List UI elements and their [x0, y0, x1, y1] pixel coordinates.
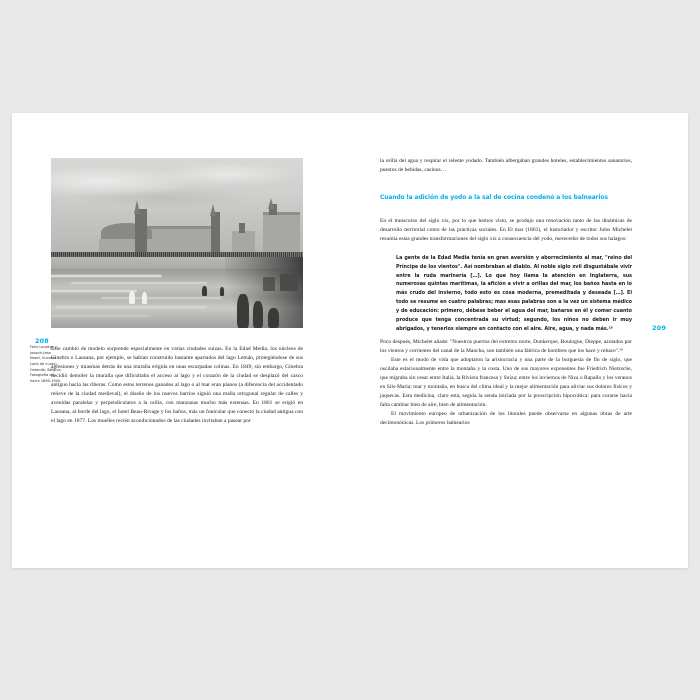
figure-caption: Felix Laureys y Joseph-Jean Naert, Kursaal (sala de curas), Ostende, Bélgica. Fotografía de hacia 1890-1900.	[30, 345, 62, 383]
right-page	[350, 113, 688, 568]
right-page-body-after	[380, 338, 632, 428]
beachgoer-figure	[253, 301, 263, 328]
paragraph: El movimiento europeo de urbanización de los litorales puede observarse en algunas obras de arte decimonónicas. Los primeros balnearios	[380, 410, 632, 426]
bather-figure	[129, 291, 135, 305]
page-number-left: 208	[35, 337, 49, 345]
beachgoer-figure	[237, 294, 248, 328]
block-quotation: La gente de la Edad Media tenía en gran aversión y aborrecimiento al mar, "reino del Príncipe de los vientos". Así nombraban al diablo. Al noble siglo xvii disgustábale vivir entre la ruda marinería […]. Lo que hoy llama la atención en Inglaterra, sus numerosas quintas marítimas, la afición a vivir a orillas del mar, los baños hasta en lo más crudo del invierno, todo esto es cosa moderna, premeditada y deseada […]. El todo se resume en cuatro palabras; mas esas palabras son a la vez un sistema médico y de educación: primero, débese beber el agua del mar, bañarse en él y comer cuanto produce que tenga concentrada su virtud; segundo, los niños no deben ir muy abrigados, y tenerlos siempre en contacto con el aire. Aire, agua, y nada más.¹⁸	[396, 255, 632, 332]
left-page	[12, 113, 350, 568]
book-spread	[12, 113, 688, 568]
bathing-machine	[280, 274, 298, 291]
bather-figure	[142, 292, 147, 304]
bathing-machine	[263, 277, 276, 291]
kursaal-building-skyline	[51, 199, 303, 260]
beachgoer-figure	[268, 308, 279, 328]
beach-photograph	[51, 158, 303, 328]
paragraph: En el transcurso del siglo xix, por lo que hemos visto, se produjo una renovación tanto de las dinámicas de desarrollo territorial como de las prácticas sociales. En El mar (1861), el historiador y escritor Jules Michelet resumía estas grandes transformaciones del siglo xix a consecuencia del yodo, merecedor de todos sus halagos:	[380, 218, 632, 242]
right-page-body-top	[380, 157, 632, 175]
page-number-right: 209	[652, 324, 666, 332]
bather-figure	[202, 286, 207, 296]
bather-figure	[220, 287, 224, 296]
left-page-body-text	[51, 345, 303, 426]
section-heading: Cuando la adición de yodo a la sal de cocina condenó a los balnearios	[380, 195, 608, 201]
paragraph: Poco después, Michelet añade: "Nuestros puertos del extremo norte, Dunkerque, Boulogne, Dieppe, azotados por los vientos y corrientes del canal de la Mancha, son también una fábrica de hombres que los hace y rehace".¹⁹	[380, 339, 632, 354]
paragraph: la orilla del agua y respirar el relente yodado. También albergaban grandes hoteles, establecimientos sanatorios, puestos de bebidas, casinos…	[380, 158, 632, 173]
paragraph: Este cambio de modelo sorprende especialmente en varias ciudades suizas. En la Edad Media, los núcleos de Ginebra o Lausana, por ejemplo, se habían construido bastante apartados del lago Lemán, protegiéndose de sus agresiones y miasmas detrás de una muralla erigida en unas escarpadas colinas. En 1849, sin embargo, Ginebra decidió demoler la muralla que dificultaba el acceso al lago y el corazón de la ciudad se desplazó del casco antiguo hacia las riberas. Como estos terrenos ganados al lago o al mar eran planos (a diferencia del accidentado relieve de la ciudad medieval), el diseño de los nuevos barrios siguió una malla ortogonal regular de calles y avenidas paralelas y perpendiculares a la orilla, con manzanas mucho más extensas. En 1861 se erigió en Lausana, al borde del lago, el hotel Beau-Rivage y los baños, más un funicular que conectó la ciudad antigua con el lago en 1877. Los muelles recién acondicionados de las ciudades invitaban a pasear por	[51, 346, 303, 424]
photo-canvas	[51, 158, 303, 328]
paragraph: Este es el modo de vida que adoptaron la aristocracia y una parte de la burguesía de fin de siglo, que oscilaba estacionalmente entre la montaña y la costa. Uno de sus mayores exponentes fue Friedrich Nietzsche, que migraba sin cesar entre Italia, la Riviera francesa y Suiza; entre los inviernos de Niza o Rapallo y los veranos en Sils-Maria; mar y montaña, en busca del clima ideal y la mejor alimentación para aliviar sus dolores físicos y jaquecas. Esta medicina, claro está, seguía la senda iniciada por la prescripción hipocrática: para curarse hacía falta cambiar bien de aire, bien de alimentación.	[380, 356, 632, 408]
right-page-body-intro	[380, 217, 632, 244]
